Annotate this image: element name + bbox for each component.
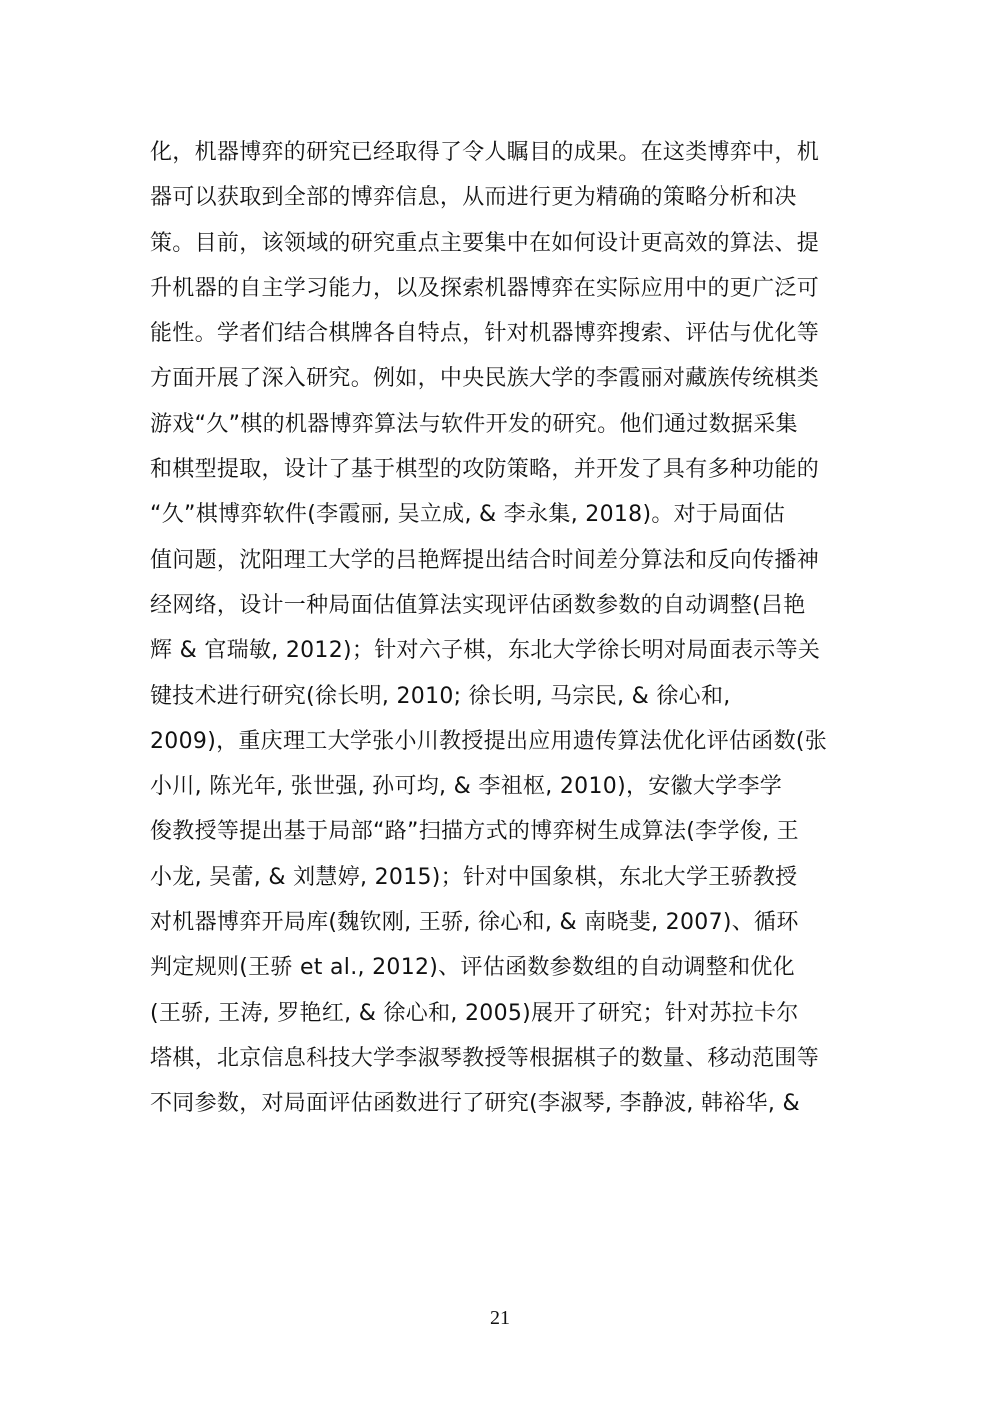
- text-line: 键技术进行研究(徐长明, 2010; 徐长明, 马宗民, & 徐心和,: [150, 683, 731, 709]
- text-line: 游戏“久”棋的机器博弈算法与软件开发的研究。他们通过数据采集: [150, 411, 798, 437]
- text-line: 塔棋，北京信息科技大学李淑琴教授等根据棋子的数量、移动范围等: [150, 1045, 820, 1071]
- text-line: 小川, 陈光年, 张世强, 孙可均, & 李祖枢, 2010)，安徽大学李学: [150, 774, 783, 800]
- page-number: 21: [490, 1307, 510, 1329]
- text-line: 器可以获取到全部的博弈信息，从而进行更为精确的策略分析和决: [150, 185, 797, 211]
- text-line: 升机器的自主学习能力，以及探索机器博弈在实际应用中的更广泛可: [150, 275, 820, 301]
- body-text: [150, 130, 854, 1127]
- text-line: 值问题，沈阳理工大学的吕艳辉提出结合时间差分算法和反向传播神: [150, 547, 820, 573]
- text-line: 小龙, 吴蕾, & 刘慧婷, 2015)；针对中国象棋，东北大学王骄教授: [150, 864, 798, 890]
- text-line: 策。目前，该领域的研究重点主要集中在如何设计更高效的算法、提: [150, 230, 820, 256]
- text-line: 化，机器博弈的研究已经取得了令人瞩目的成果。在这类博弈中，机: [150, 140, 820, 165]
- text-line: (王骄, 王涛, 罗艳红, & 徐心和, 2005)展开了研究；针对苏拉卡尔: [150, 1000, 799, 1026]
- text-line: 2009)，重庆理工大学张小川教授提出应用遗传算法优化评估函数(张: [150, 728, 828, 754]
- text-line: 对机器博弈开局库(魏钦刚, 王骄, 徐心和, & 南晓斐, 2007)、循环: [150, 910, 799, 936]
- text-line: 不同参数，对局面评估函数进行了研究(李淑琴, 李静波, 韩裕华, &: [150, 1091, 800, 1117]
- text-line: “久”棋博弈软件(李霞丽, 吴立成, & 李永集, 2018)。对于局面估: [150, 502, 786, 528]
- text-line: 俊教授等提出基于局部“路”扫描方式的博弈树生成算法(李学俊, 王: [150, 819, 799, 845]
- text-line: 能性。学者们结合棋牌各自特点，针对机器博弈搜索、评估与优化等: [150, 321, 820, 347]
- text-line: 方面开展了深入研究。例如，中央民族大学的李霞丽对藏族传统棋类: [150, 366, 820, 392]
- text-line: 辉 & 官瑞敏, 2012)；针对六子棋，东北大学徐长明对局面表示等关: [150, 638, 821, 664]
- text-line: 和棋型提取，设计了基于棋型的攻防策略，并开发了具有多种功能的: [150, 457, 820, 483]
- text-line: 经网络，设计一种局面估值算法实现评估函数参数的自动调整(吕艳: [150, 592, 806, 618]
- text-line: 判定规则(王骄 et al., 2012)、评估函数参数组的自动调整和优化: [150, 955, 795, 981]
